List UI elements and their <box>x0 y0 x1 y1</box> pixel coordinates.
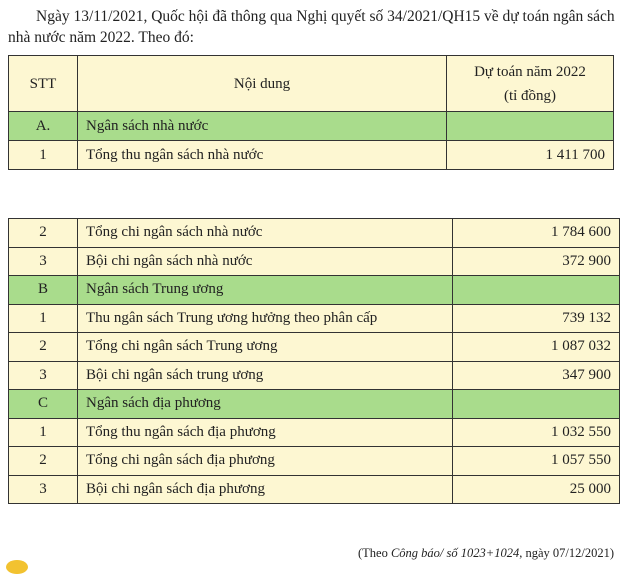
header-value-line2: (tỉ đồng) <box>503 87 557 104</box>
header-value <box>447 56 614 112</box>
section-row <box>9 112 614 141</box>
cell-content: Bội chi ngân sách trung ương <box>78 361 453 390</box>
table-row <box>9 361 620 390</box>
intro-paragraph: Ngày 13/11/2021, Quốc hội đã thông qua Nghị quyết số 34/2021/QH15 về dự toán ngân sách nhà nước năm 2022. Theo đó: <box>8 8 615 46</box>
cell-value: 372 900 <box>453 247 620 276</box>
header-stt: STT <box>9 56 78 112</box>
logo-icon <box>6 560 28 574</box>
cell-value <box>453 390 620 419</box>
cell-stt: 2 <box>9 219 78 248</box>
cell-stt: 2 <box>9 447 78 476</box>
cell-content: Bội chi ngân sách nhà nước <box>78 247 453 276</box>
table-row <box>9 475 620 504</box>
cell-content: Tổng thu ngân sách nhà nước <box>78 141 447 170</box>
budget-table-part-1 <box>8 55 614 170</box>
cell-value: 347 900 <box>453 361 620 390</box>
cell-stt: A. <box>9 112 78 141</box>
table-row <box>9 219 620 248</box>
header-content: Nội dung <box>78 56 447 112</box>
cell-value: 1 411 700 <box>447 141 614 170</box>
cell-value: 1 032 550 <box>453 418 620 447</box>
cell-content: Tổng thu ngân sách địa phương <box>78 418 453 447</box>
cell-value: 739 132 <box>453 304 620 333</box>
cell-stt: C <box>9 390 78 419</box>
table-row <box>9 247 620 276</box>
cell-value: 1 087 032 <box>453 333 620 362</box>
cell-stt: 1 <box>9 304 78 333</box>
cell-stt: 3 <box>9 247 78 276</box>
table-header-row <box>9 56 614 112</box>
cell-content: Ngân sách Trung ương <box>78 276 453 305</box>
section-row <box>9 390 620 419</box>
cell-stt: 1 <box>9 418 78 447</box>
cell-stt: 1 <box>9 141 78 170</box>
cell-content: Ngân sách địa phương <box>78 390 453 419</box>
cell-stt: 3 <box>9 361 78 390</box>
table-row <box>9 418 620 447</box>
cell-stt: 3 <box>9 475 78 504</box>
cell-content: Tổng chi ngân sách địa phương <box>78 447 453 476</box>
budget-table-part-2 <box>8 218 620 504</box>
table-row <box>9 304 620 333</box>
source-italic: Công báo/ số 1023+1024 <box>390 546 520 560</box>
table-row <box>9 447 620 476</box>
cell-value <box>447 112 614 141</box>
cell-stt: B <box>9 276 78 305</box>
header-value-line1: Dự toán năm 2022 <box>474 63 586 80</box>
source-suffix: , ngày 07/12/2021) <box>519 546 614 560</box>
cell-content: Ngân sách nhà nước <box>78 112 447 141</box>
cell-value: 1 784 600 <box>453 219 620 248</box>
section-row <box>9 276 620 305</box>
table-row <box>9 141 614 170</box>
source-prefix: (Theo <box>357 546 391 560</box>
table-row <box>9 333 620 362</box>
cell-content: Tổng chi ngân sách nhà nước <box>78 219 453 248</box>
cell-content: Bội chi ngân sách địa phương <box>78 475 453 504</box>
cell-content: Thu ngân sách Trung ương hưởng theo phân cấp <box>78 304 453 333</box>
cell-value <box>453 276 620 305</box>
cell-content: Tổng chi ngân sách Trung ương <box>78 333 453 362</box>
cell-stt: 2 <box>9 333 78 362</box>
cell-value: 1 057 550 <box>453 447 620 476</box>
cell-value: 25 000 <box>453 475 620 504</box>
source-note <box>358 546 614 561</box>
